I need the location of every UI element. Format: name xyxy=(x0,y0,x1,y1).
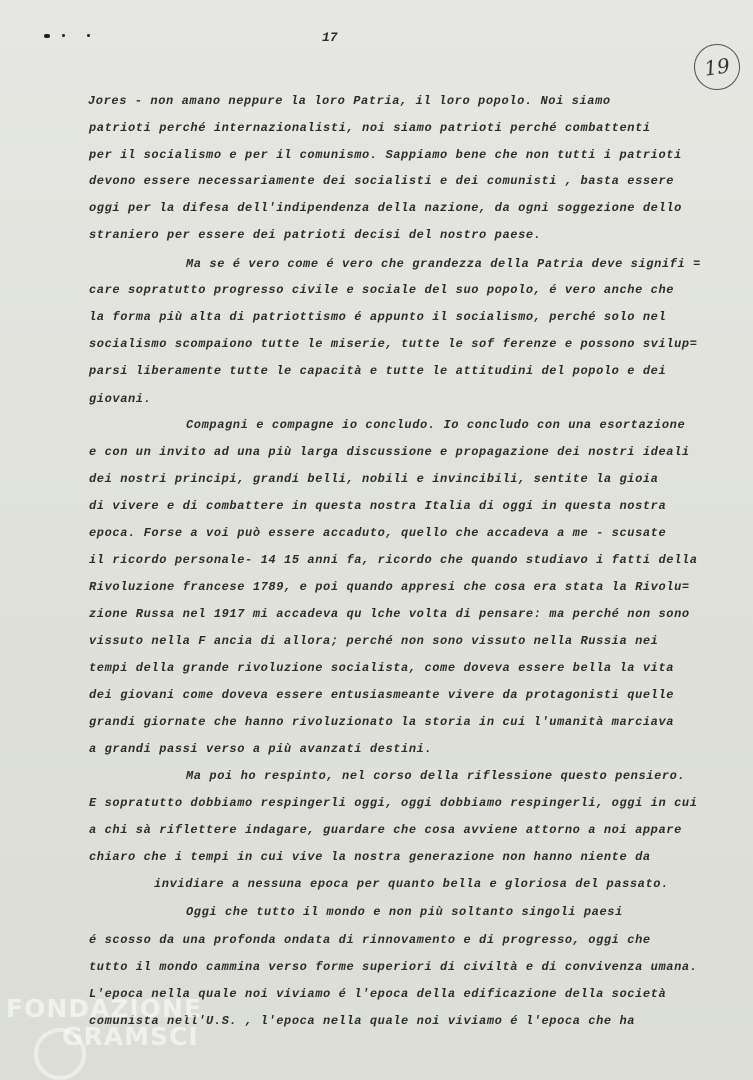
text-line: Jores - non amano neppure la loro Patria, il loro popolo. Noi siamo xyxy=(88,94,611,108)
text-line: per il socialismo e per il comunismo. Sappiamo bene che non tutti i patrioti xyxy=(89,148,682,162)
text-line: oggi per la difesa dell'indipendenza della nazione, da ogni soggezione dello xyxy=(89,201,682,215)
watermark xyxy=(6,995,202,1051)
text-line: comunista nell'U.S. , l'epoca nella quale noi viviamo é l'epoca che ha xyxy=(89,1014,636,1028)
text-line: la forma più alta di patriottismo é appunto il socialismo, perché solo nel xyxy=(89,310,667,324)
text-line: chiaro che i tempi in cui vive la nostra generazione non hanno niente da xyxy=(89,850,651,864)
ink-mark xyxy=(87,34,90,37)
text-line: a grandi passi verso a più avanzati destini. xyxy=(89,742,433,756)
text-line: di vivere e di combattere in questa nostra Italia di oggi in questa nostra xyxy=(89,499,667,513)
text-line: il ricordo personale- 14 15 anni fa, ricordo che quando studiavo i fatti della xyxy=(89,553,698,567)
text-line: L'epoca nella quale noi viviamo é l'epoca della edificazione della società xyxy=(89,987,667,1001)
ink-mark xyxy=(62,34,65,37)
text-line: giovani. xyxy=(89,392,152,406)
text-line: Oggi che tutto il mondo e non più soltanto singoli paesi xyxy=(186,905,623,919)
text-line: care sopratutto progresso civile e sociale del suo popolo, é vero anche che xyxy=(89,283,675,297)
text-line: straniero per essere dei patrioti decisi del nostro paese. xyxy=(89,228,542,242)
text-line: dei giovani come doveva essere entusiasmeante vivere da protagonisti quelle xyxy=(89,688,675,702)
text-line: Ma poi ho respinto, nel corso della riflessione questo pensiero. xyxy=(186,769,686,783)
text-line: parsi liberamente tutte le capacità e tutte le attitudini del popolo e dei xyxy=(89,364,667,378)
text-line: socialismo scompaiono tutte le miserie, tutte le sof ferenze e possono svilup= xyxy=(89,337,698,351)
page-number: 17 xyxy=(322,30,338,45)
text-line: patrioti perché internazionalisti, noi siamo patrioti perché combattenti xyxy=(89,121,651,135)
text-line: Compagni e compagne io concludo. Io concludo con una esortazione xyxy=(186,418,686,432)
archive-stamp: 19 xyxy=(691,41,743,93)
watermark-line2: GRAMSCI xyxy=(62,1022,199,1051)
ink-mark xyxy=(44,34,50,38)
text-line: invidiare a nessuna epoca per quanto bella e gloriosa del passato. xyxy=(154,877,669,891)
text-line: zione Russa nel 1917 mi accadeva qu lche volta di pensare: ma perché non sono xyxy=(89,607,690,621)
text-line: Ma se é vero come é vero che grandezza della Patria deve signifi = xyxy=(186,257,701,271)
text-line: Rivoluzione francese 1789, e poi quando appresi che cosa era stata la Rivolu= xyxy=(89,580,690,594)
watermark-line1: FONDAZIONE xyxy=(6,994,203,1023)
text-line: E sopratutto dobbiamo respingerli oggi, oggi dobbiamo respingerli, oggi in cui xyxy=(89,796,698,810)
text-line: é scosso da una profonda ondata di rinnovamento e di progresso, oggi che xyxy=(89,933,651,947)
text-line: a chi sà riflettere indagare, guardare che cosa avviene attorno a noi appare xyxy=(89,823,682,837)
text-line: grandi giornate che hanno rivoluzionato la storia in cui l'umanità marciava xyxy=(89,715,675,729)
text-line: devono essere necessariamente dei socialisti e dei comunisti , basta essere xyxy=(89,174,675,188)
text-line: tempi della grande rivoluzione socialista, come doveva essere bella la vita xyxy=(89,661,675,675)
text-line: epoca. Forse a voi può essere accaduto, quello che accadeva a me - scusate xyxy=(89,526,667,540)
text-line: dei nostri principi, grandi belli, nobili e invincibili, sentite la gioia xyxy=(89,472,659,486)
text-line: tutto il mondo cammina verso forme superiori di civiltà e di convivenza umana. xyxy=(89,960,698,974)
text-line: e con un invito ad una più larga discussione e propagazione dei nostri ideali xyxy=(89,445,690,459)
text-line: vissuto nella F ancia di allora; perché non sono vissuto nella Russia nei xyxy=(89,634,659,648)
